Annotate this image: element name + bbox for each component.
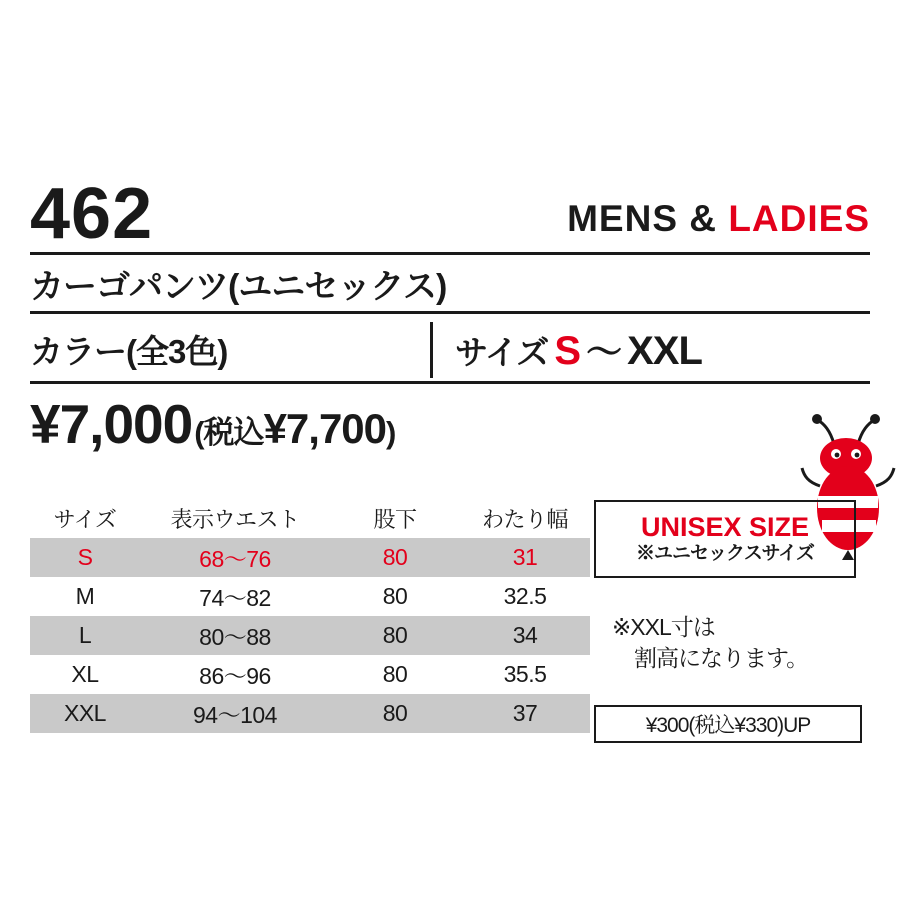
price-tax <box>194 405 395 453</box>
xxl-note-line2: 割高になります。 <box>634 645 809 672</box>
gender-ladies: LADIES <box>728 198 870 239</box>
column-header-size: サイズ <box>53 506 117 532</box>
cell-waist: 80〜88 <box>199 624 271 650</box>
cell-size: S <box>77 544 93 570</box>
cell-thigh: 37 <box>512 700 538 726</box>
price-tax-amount: ¥7,700 <box>263 405 387 452</box>
cell-size: XXL <box>64 700 106 726</box>
size-range-tilde: 〜 <box>586 331 622 372</box>
cell-waist: 74〜82 <box>199 585 271 611</box>
spec-divider <box>430 322 433 378</box>
size-table <box>30 498 590 733</box>
cell-inseam: 80 <box>382 700 408 726</box>
xxl-note <box>612 612 808 674</box>
size-range-from: S <box>554 329 581 373</box>
xxl-note-line1: ※XXL寸は <box>612 614 715 640</box>
cell-inseam: 80 <box>382 583 408 609</box>
column-header-thigh: わたり幅 <box>481 506 568 532</box>
price-tax-suffix: ) <box>386 415 396 450</box>
table-row <box>30 694 590 733</box>
cell-thigh: 32.5 <box>503 583 547 609</box>
product-number: 462 <box>30 173 154 254</box>
unisex-subtitle: ※ユニセックスサイズ <box>636 542 814 564</box>
size-spec <box>455 324 702 375</box>
cell-waist: 68〜76 <box>199 546 271 572</box>
gender-ampersand: & <box>689 198 718 239</box>
cell-inseam: 80 <box>382 661 408 687</box>
product-name-row <box>30 256 870 314</box>
cell-inseam: 80 <box>382 544 408 570</box>
table-row <box>30 655 590 694</box>
cell-size: M <box>75 583 95 609</box>
price-main: ¥7,000 <box>30 393 193 455</box>
gender-mens: MENS <box>567 198 679 239</box>
size-spec-label: サイズ <box>455 334 549 371</box>
price-tax-prefix: (税込 <box>194 415 264 450</box>
unisex-size-badge <box>594 500 856 578</box>
table-row <box>30 577 590 616</box>
table-row <box>30 538 590 577</box>
column-header-waist: 表示ウエスト <box>170 506 300 532</box>
cell-size: L <box>78 622 92 648</box>
unisex-title: UNISEX SIZE <box>640 512 810 543</box>
cell-waist: 86〜96 <box>199 663 271 689</box>
color-spec: カラー(全3色) <box>30 333 228 370</box>
cell-waist: 94〜104 <box>193 702 277 728</box>
cell-thigh: 35.5 <box>503 661 547 687</box>
spec-row <box>30 318 870 384</box>
size-range-to: XXL <box>627 329 702 373</box>
table-header-row <box>30 498 590 538</box>
price-row <box>30 392 395 456</box>
product-name: カーゴパンツ(ユニセックス) <box>30 268 447 306</box>
header-row <box>30 150 870 255</box>
gender-label <box>567 198 870 252</box>
cell-inseam: 80 <box>382 622 408 648</box>
cell-thigh: 31 <box>512 544 538 570</box>
table-row <box>30 616 590 655</box>
column-header-inseam: 股下 <box>373 506 417 532</box>
xxl-upcharge-box: ¥300(税込¥330)UP <box>594 705 862 743</box>
cell-size: XL <box>71 661 99 687</box>
cell-thigh: 34 <box>512 622 538 648</box>
